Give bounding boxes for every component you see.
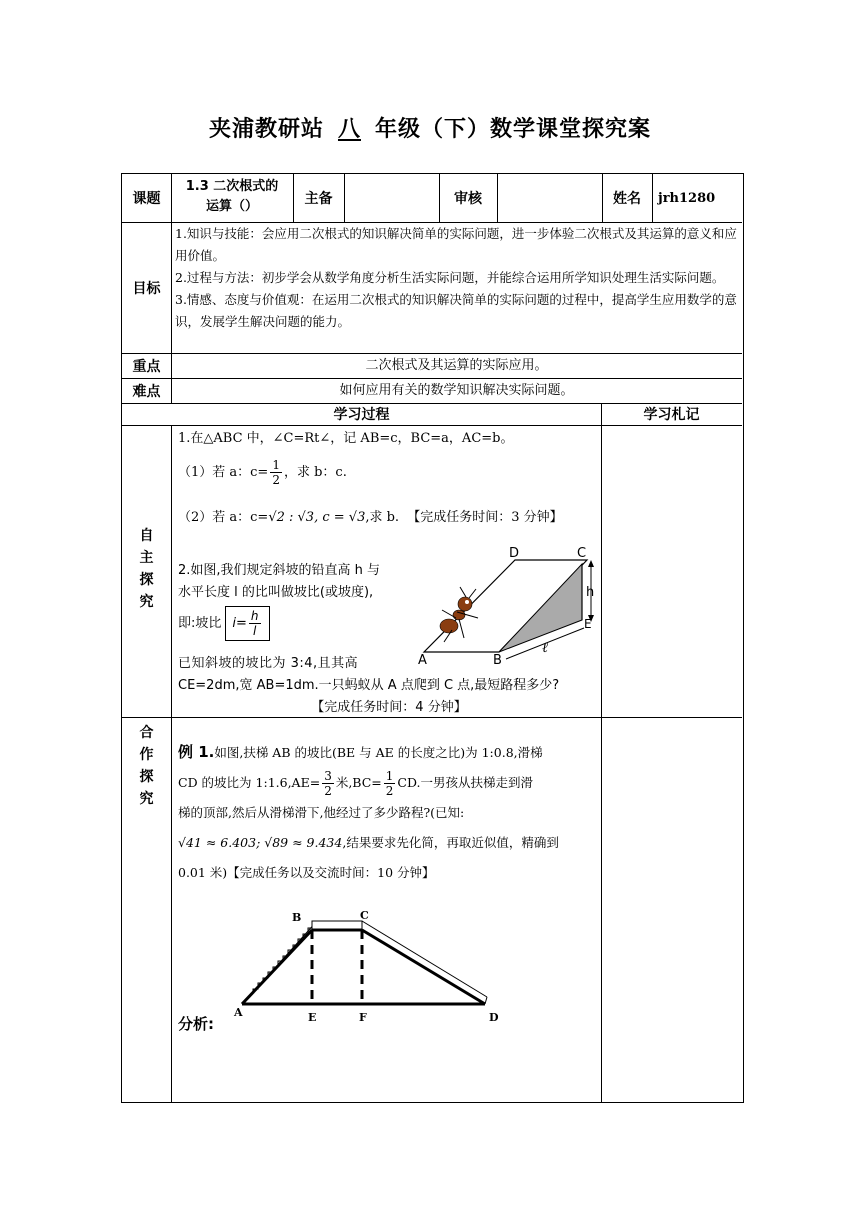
difficulty-value: 如何应用有关的数学知识解决实际问题。	[339, 383, 574, 398]
name-value: jrh1280	[658, 190, 716, 206]
title-suffix: 年级（下）数学课堂探究案	[375, 117, 652, 142]
topic-value-line2: 运算（）	[205, 199, 258, 214]
lesson-table	[121, 173, 744, 1103]
q1-intro: 1.在△ABC 中，∠C=Rt∠，记 AB=c，BC=a，AC=b。	[178, 431, 514, 446]
fig1-label-a: A	[418, 653, 427, 664]
slide-figure	[227, 909, 517, 1024]
fig1-label-h: h	[586, 585, 595, 600]
fig2-label-b: B	[292, 911, 302, 924]
fig2-label-c: C	[360, 909, 369, 922]
review-label: 审核	[454, 191, 482, 207]
fig1-label-e: E	[584, 617, 592, 631]
analysis-label: 分析:	[178, 1015, 214, 1033]
q1-part1: （1）若 a：c= $\frac{1}{2}$ ，求 b：c.	[178, 458, 347, 487]
key-point-label: 重点	[132, 358, 161, 375]
fig1-label-c: C	[577, 546, 587, 561]
key-point-value: 二次根式及其运算的实际应用。	[365, 358, 548, 373]
topic-value	[171, 177, 293, 221]
goal-item: 1.知识与技能：会应用二次根式的知识解决简单的实际问题，进一步体验二次根式及其运算的意义和应用价值。	[175, 226, 737, 263]
q1-part2: （2）若 a：c=√2 : √3, c = √3,求 b. 【完成任务时间：3 分钟】	[178, 510, 563, 525]
title-prefix: 夹浦教研站	[208, 117, 324, 142]
fig1-label-d: D	[509, 546, 520, 561]
topic-label: 课题	[132, 191, 161, 207]
notes-area[interactable]	[602, 426, 742, 1102]
q2-text-2: 已知斜坡的坡比为 3:4,且其高 CE=2dm,宽 AB=1dm.一只蚂蚁从 A 点爬到 C 点,最短路程多少? 【完成任务时间：4 分钟】	[178, 656, 560, 715]
page-title	[0, 112, 860, 143]
goal-item: 2.过程与方法：初步学会从数学角度分析生活实际问题，并能综合运用所学知识处理生活实际问题。	[175, 270, 725, 285]
fig2-label-a: A	[234, 1006, 243, 1019]
cooperative-label: 合 作 探 究	[139, 725, 154, 807]
ratio-box: i= $\frac{h}{l}$	[225, 606, 269, 641]
notes-header: 学习札记	[643, 407, 700, 423]
fig1-label-l: ℓ	[542, 640, 548, 656]
lead-value[interactable]	[344, 174, 439, 222]
fig2-label-f: F	[359, 1011, 367, 1024]
goals-label: 目标	[132, 280, 161, 297]
example-text: 例 1.如图,扶梯 AB 的坡比(BE 与 AE 的长度之比)为 1:0.8,滑梯 CD 的坡比为 1:1.6,AE= $\frac{3}{2}$ 米,BC= $\frac{1}{2}$ CD.一男孩从扶梯走到滑 梯的顶部,然后从滑梯滑下,他经过了多少路程?(已知: √41 ≈ 6.403; √89 ≈ 9.434,结果要求先化简，再取近似值，精确到 0.01 米)【完成任务以及交流时间：10 分钟】	[178, 743, 559, 880]
goal-item: 3.情感、态度与价值观：在运用二次根式的知识解决简单的实际问题的过程中，提高学生应用数学的意识，发展学生解决问题的能力。	[175, 292, 737, 329]
fig1-label-b: B	[493, 653, 502, 664]
goals-list	[175, 223, 740, 353]
q2-text: 2.如图,我们规定斜坡的铅直高 h 与 水平长度 l 的比叫做坡比(或坡度), 即:坡比 i= $\frac{h}{l}$	[178, 560, 418, 641]
title-grade: 八	[337, 117, 361, 142]
process-header: 学习过程	[333, 407, 390, 423]
slope-figure	[412, 544, 602, 664]
fig2-label-d: D	[489, 1011, 499, 1024]
lead-label: 主备	[304, 191, 333, 207]
review-value[interactable]	[497, 174, 602, 222]
difficulty-label: 难点	[132, 383, 161, 400]
name-label: 姓名	[613, 191, 641, 207]
topic-value-line1: 1.3 二次根式的	[185, 179, 279, 194]
fig2-label-e: E	[308, 1011, 317, 1024]
self-study-label: 自 主 探 究	[139, 528, 154, 610]
